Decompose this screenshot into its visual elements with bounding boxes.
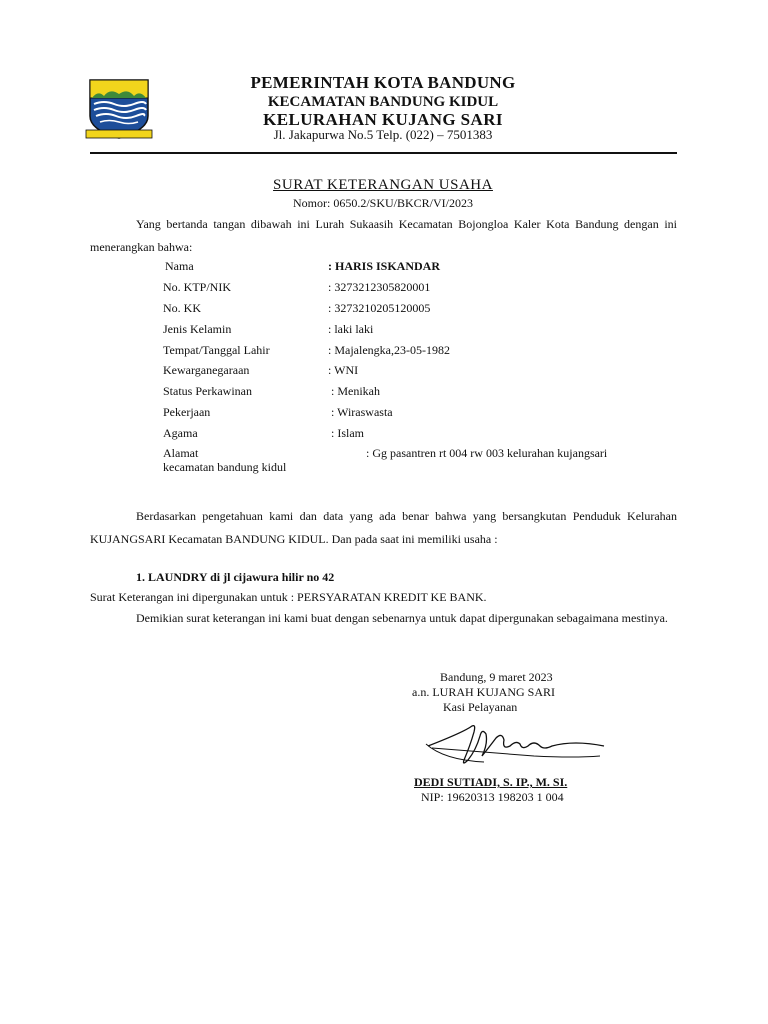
field-value: : Wiraswasta xyxy=(331,405,393,419)
field-label: No. KTP/NIK xyxy=(163,280,231,294)
field-value: : WNI xyxy=(328,363,359,377)
on-behalf: a.n. LURAH KUJANG SARI xyxy=(412,685,555,699)
field-label: Tempat/Tanggal Lahir xyxy=(163,343,270,357)
field-value: : HARIS ISKANDAR xyxy=(328,259,441,273)
field-label: No. KK xyxy=(163,301,201,315)
intro-paragraph: Yang bertanda tangan dibawah ini Lurah Sukaasih Kecamatan Bojongloa Kaler Kota Bandung dengan ini menerangkan bahwa: xyxy=(90,217,677,254)
field-value: : 3273212305820001 xyxy=(328,280,431,294)
document-title: SURAT KETERANGAN USAHA xyxy=(273,177,493,193)
field-label: Kewarganegaraan xyxy=(163,363,250,377)
field-value: : laki laki xyxy=(328,322,374,336)
header-divider xyxy=(90,152,677,154)
header-district: KECAMATAN BANDUNG KIDUL xyxy=(267,94,499,110)
field-label: Nama xyxy=(165,259,194,273)
field-value: : Islam xyxy=(331,426,364,440)
handwritten-signature xyxy=(424,716,606,772)
header-government: PEMERINTAH KOTA BANDUNG xyxy=(250,73,516,92)
signer-position: Kasi Pelayanan xyxy=(443,700,518,714)
header-subdistrict: KELURAHAN KUJANG SARI xyxy=(263,110,503,129)
body-paragraph: Berdasarkan pengetahuan kami dan data yang ada benar bahwa yang bersangkutan Penduduk Kelurahan KUJANGSARI Kecamatan BANDUNG KIDUL. Dan pada saat ini memiliki usaha : xyxy=(90,509,677,546)
field-value: : Majalengka,23-05-1982 xyxy=(328,343,450,357)
field-label: Agama xyxy=(163,426,198,440)
signer-nip: NIP: 19620313 198203 1 004 xyxy=(421,790,564,804)
field-value: : 3273210205120005 xyxy=(328,301,431,315)
header-address: Jl. Jakapurwa No.5 Telp. (022) – 7501383 xyxy=(273,127,493,142)
place-date: Bandung, 9 maret 2023 xyxy=(440,670,553,684)
closing-paragraph: Demikian surat keterangan ini kami buat dengan sebenarnya untuk dapat dipergunakan sebagaimana mestinya. xyxy=(136,611,668,625)
document-number: Nomor: 0650.2/SKU/BKCR/VI/2023 xyxy=(292,196,473,210)
field-value: : Gg pasantren rt 004 rw 003 kelurahan kujangsari xyxy=(366,446,608,460)
field-label: Pekerjaan xyxy=(163,405,211,419)
field-label: Jenis Kelamin xyxy=(163,322,232,336)
field-label: Status Perkawinan xyxy=(163,384,252,398)
signer-name: DEDI SUTIADI, S. IP., M. SI. xyxy=(414,775,568,789)
field-label: Alamat xyxy=(163,446,199,460)
field-value: : Menikah xyxy=(331,384,380,398)
city-emblem-icon xyxy=(84,76,154,140)
purpose-line: Surat Keterangan ini dipergunakan untuk : PERSYARATAN KREDIT KE BANK. xyxy=(90,590,487,604)
field-value-continuation: kecamatan bandung kidul xyxy=(163,460,287,474)
business-item: 1. LAUNDRY di jl cijawura hilir no 42 xyxy=(136,570,335,584)
